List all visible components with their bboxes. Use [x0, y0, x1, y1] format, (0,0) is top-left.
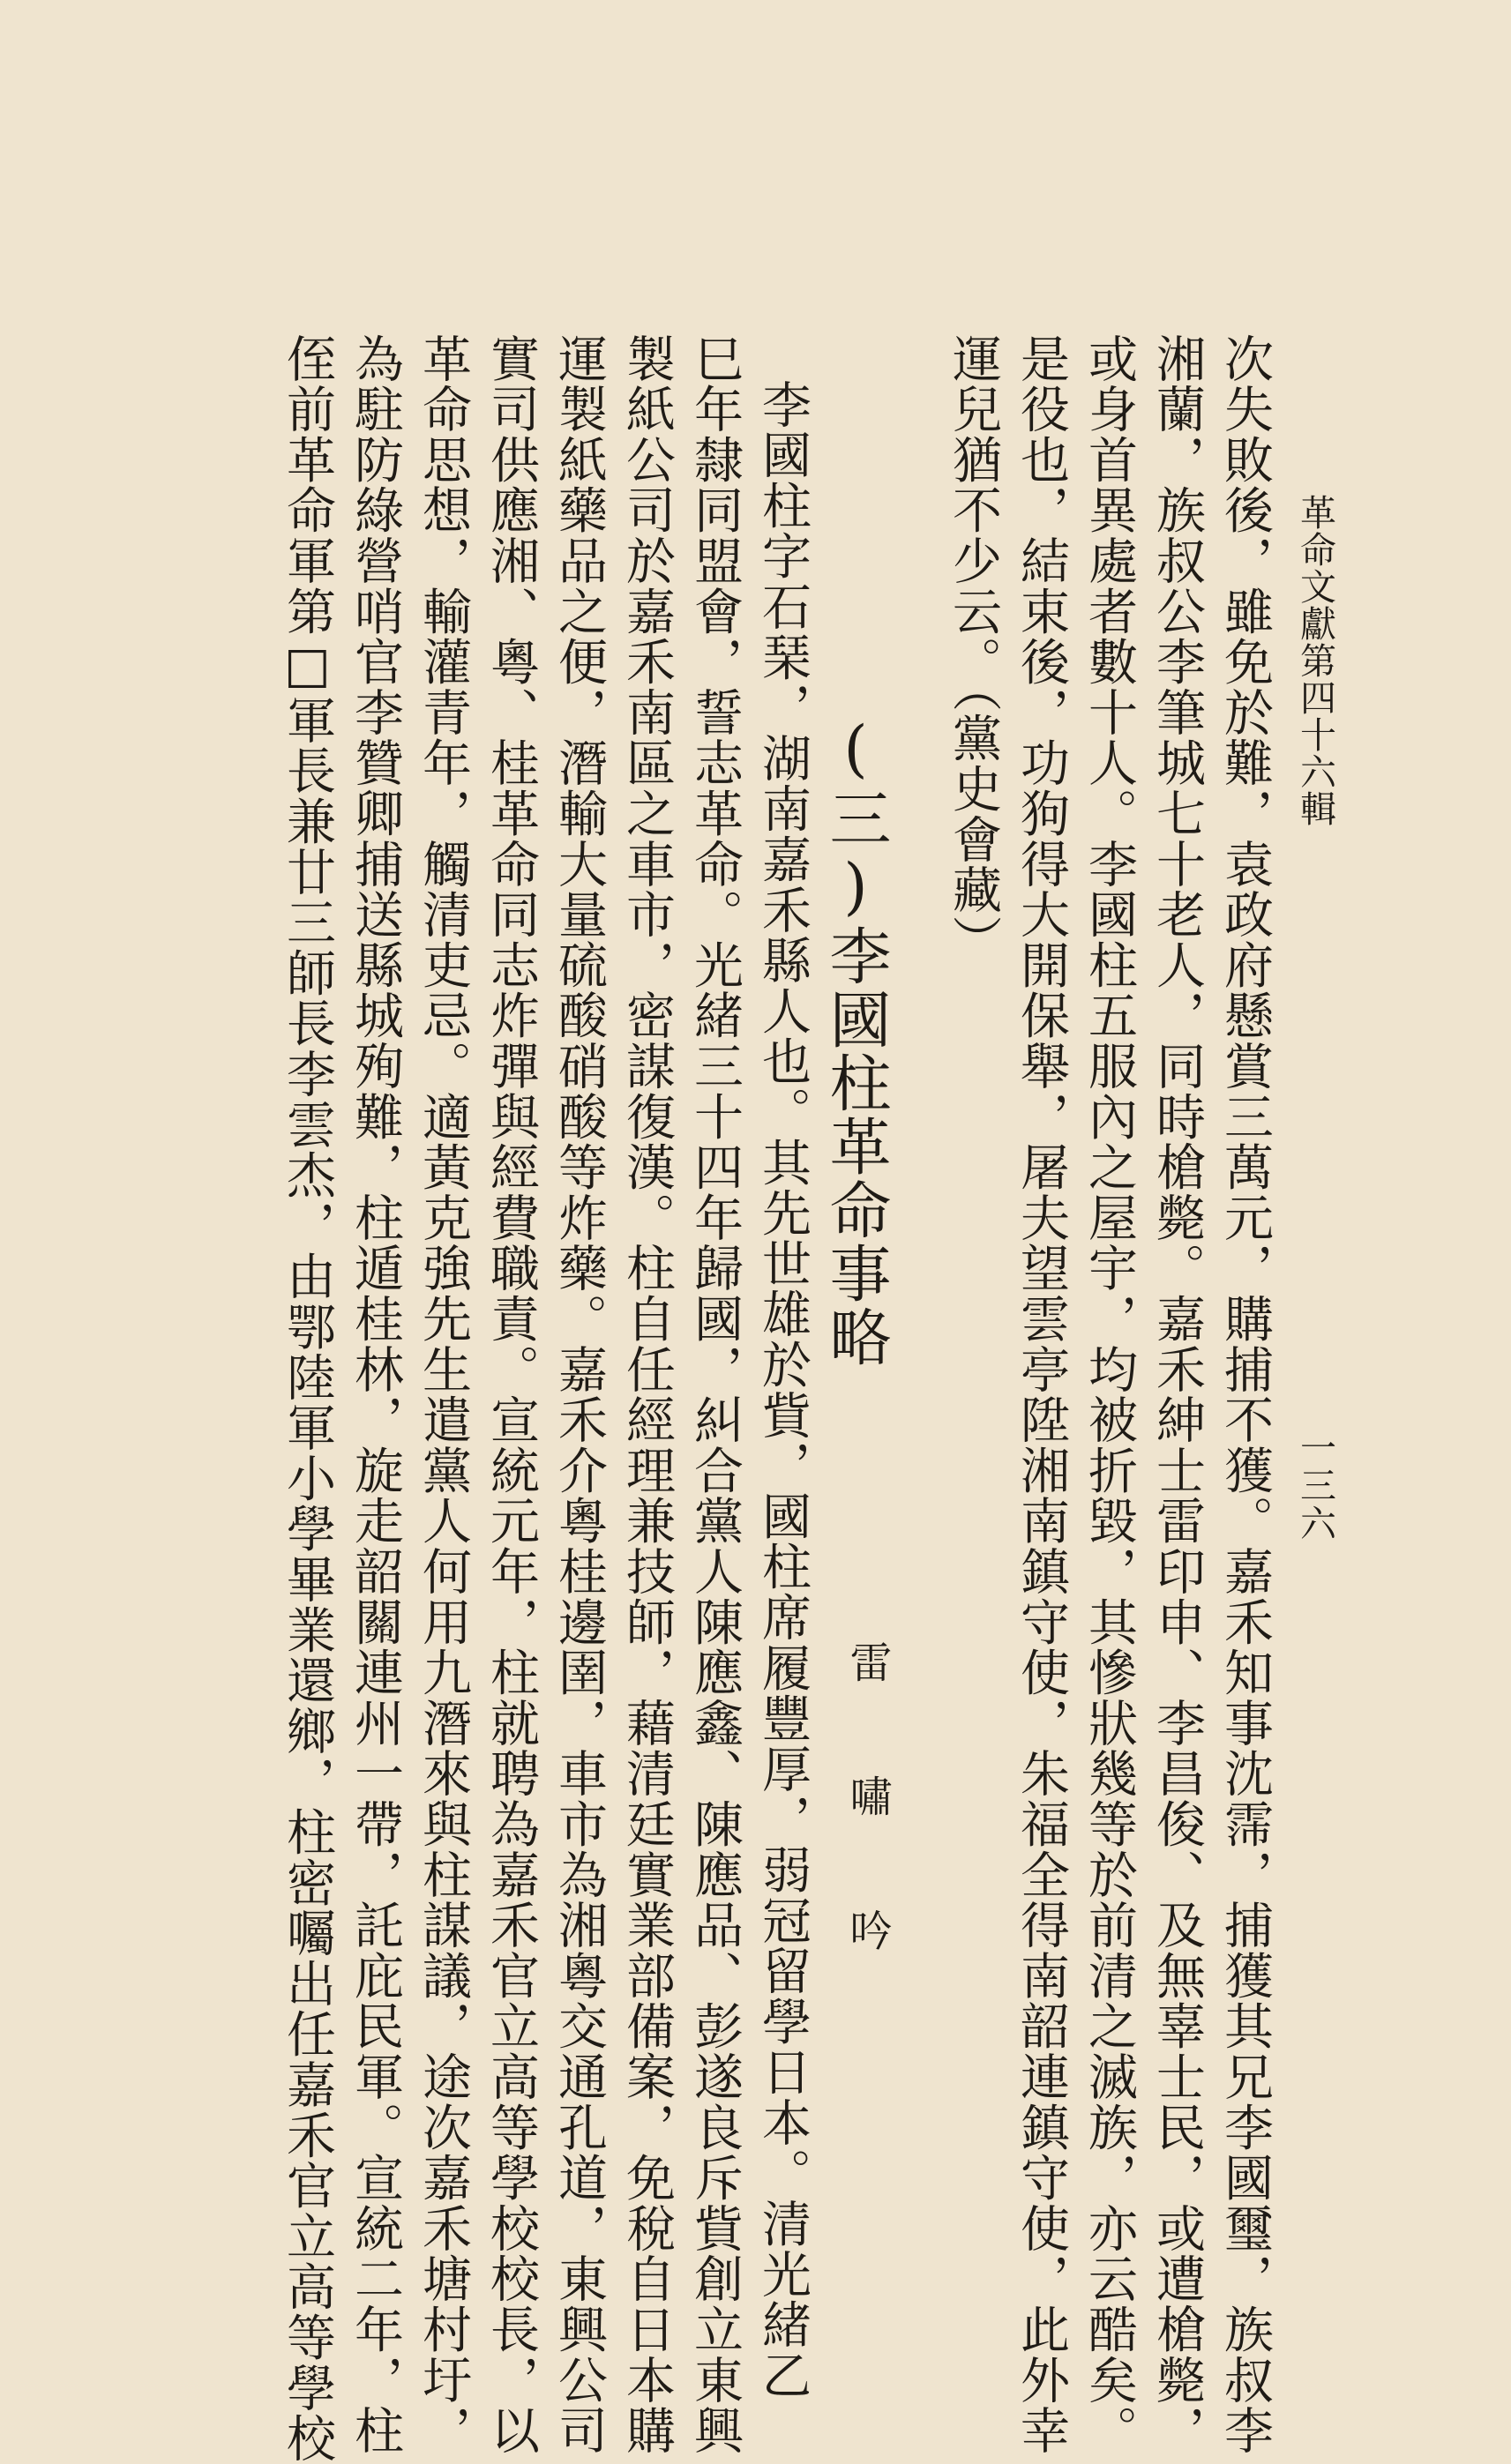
text-column: 次失敗後，雖免於難，袁政府懸賞三萬元，購捕不獲。嘉禾知事沈霈，捕獲其兄李國璽，族叔李: [1216, 333, 1274, 2456]
section-title: (三)李國柱革命事略: [819, 713, 892, 1369]
text-column: 或身首異處者數十人。李國柱五服內之屋宇，均被折毀，其慘狀幾等於前清之滅族，亦云酷矣。: [1081, 333, 1138, 2456]
author-byline: 雷 嘯 吟: [842, 1640, 892, 1972]
text-column: 為駐防綠營哨官李贊卿捕送縣城殉難，柱遁桂林，旋走韶關連州一帶，託庇民軍。宣統二年，柱: [347, 333, 404, 2456]
page-number: 一三六: [1294, 1429, 1336, 1542]
text-column: 巳年隸同盟會，誓志革命。光緒三十四年歸國，糾合黨人陳應鑫、陳應品、彭遂良斥貲創立東興: [686, 333, 744, 2456]
text-column: 製紙公司於嘉禾南區之車市，密謀復漢。柱自任經理兼技師，藉清廷實業部備案，免稅自日本購: [618, 333, 676, 2456]
text-column: 運製紙藥品之便，潛輸大量硫酸硝酸等炸藥。嘉禾介粵桂邊圉，車市為湘粵交通孔道，東興公司: [550, 333, 608, 2456]
running-title: 革命文獻第四十六輯: [1294, 494, 1336, 827]
text-column: 革命思想，輸灌青年，觸清吏忌。適黃克強先生遣黨人何用九潛來與柱謀議，途次嘉禾塘村圩，: [415, 333, 472, 2456]
text-column: 實司供應湘、粵、桂革命同志炸彈與經費職責。宣統元年，柱就聘為嘉禾官立高等學校校長，以: [482, 333, 540, 2456]
text-column: 是役也，結束後，功狗得大開保舉，屠夫望雲亭陞湘南鎮守使，朱福全得南韶連鎮守使，此外幸: [1013, 333, 1070, 2456]
text-column: 湘蘭，族叔公李筆城七十老人，同時槍斃。嘉禾紳士雷印申、李昌俊、及無辜士民，或遭槍斃，: [1148, 333, 1206, 2456]
text-column: 李國柱字石琹，湖南嘉禾縣人也。其先世雄於貲，國柱席履豐厚，弱冠留學日本。清光緒乙: [754, 379, 812, 2401]
text-column: 運兒猶不少云。（黨史會藏）: [945, 333, 1002, 966]
text-column: 侄前革命軍第□軍長兼廿三師長李雲杰，由鄂陸軍小學畢業還鄉，柱密囑出任嘉禾官立高等學校: [279, 333, 336, 2464]
